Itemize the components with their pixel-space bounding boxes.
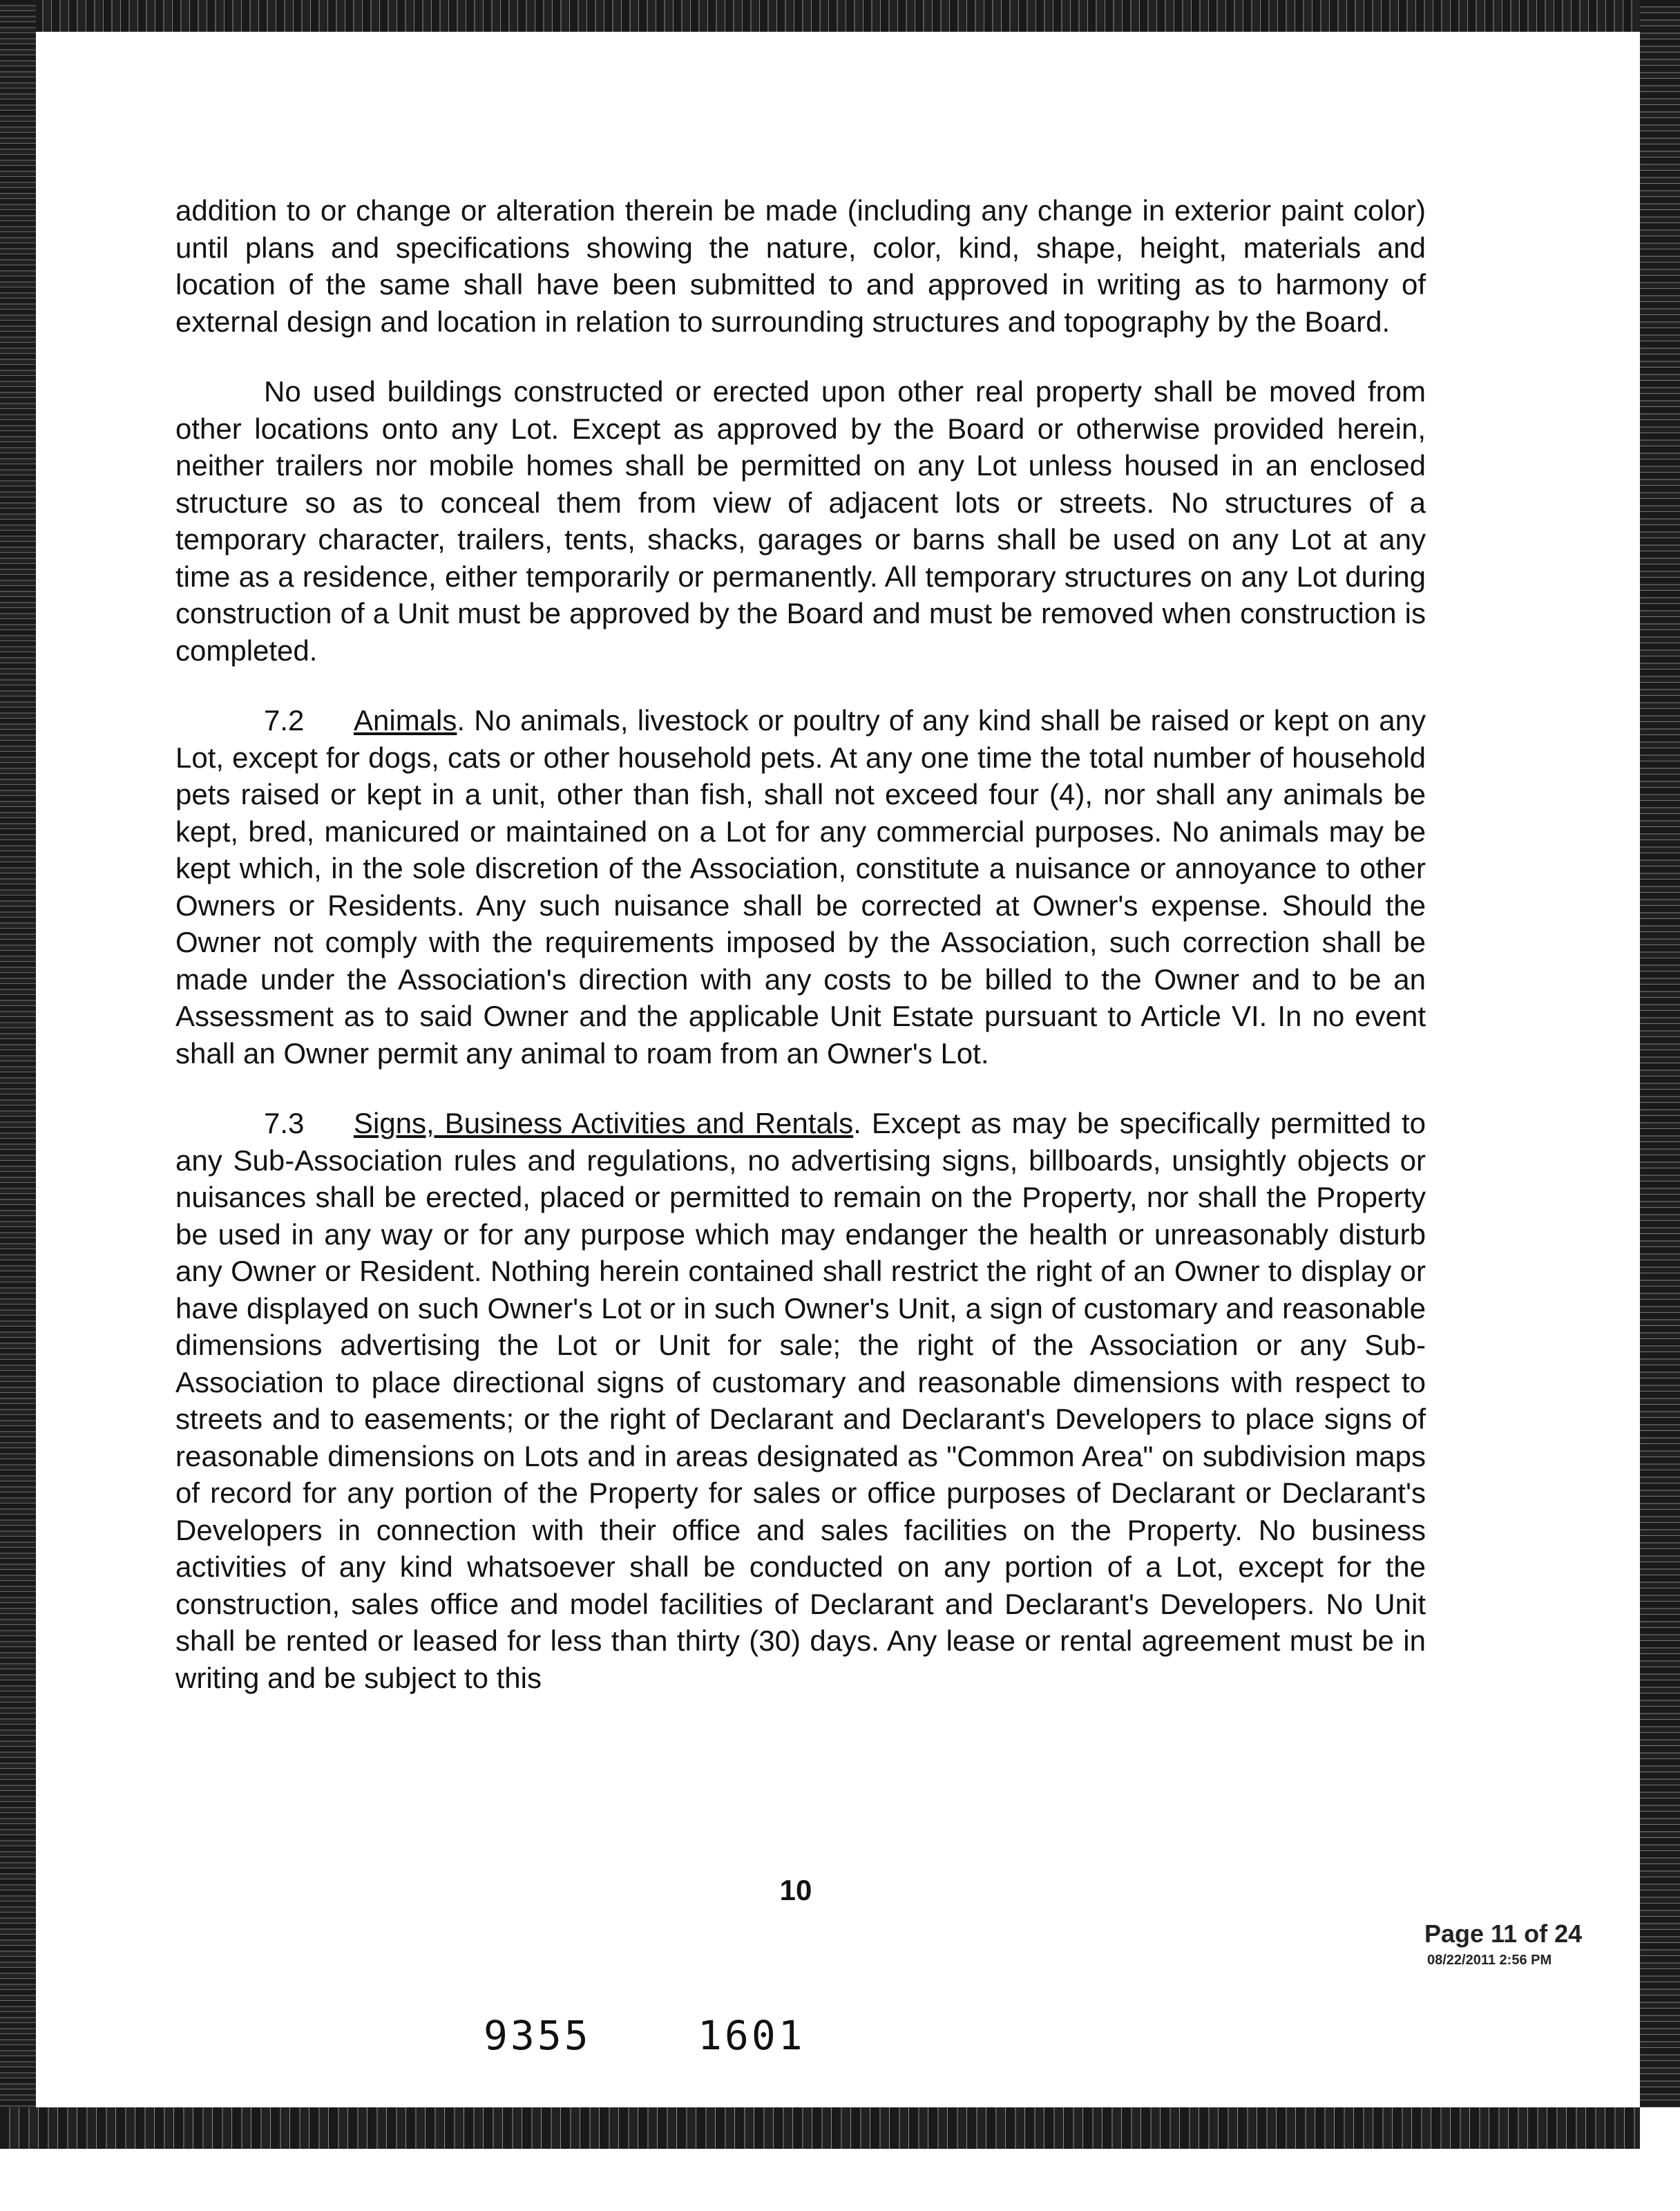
scan-border-bottom	[0, 2107, 1640, 2149]
scan-border-left	[0, 0, 36, 2211]
section-title: Signs, Business Activities and Rentals	[354, 1107, 854, 1139]
section-title: Animals	[354, 704, 457, 737]
paragraph-used-buildings: No used buildings constructed or erected upon other real property shall be moved from other locations onto any Lot. Except as approved by the Board or otherwise provided herein, neither trailers nor mobile homes shall be permitted on any Lot unless housed in an enclosed structure so as to conceal them from view of adjacent lots or streets. No structures of a temporary character, trailers, tents, shacks, garages or barns shall be used on any Lot at any time as a residence, either temporarily or permanently. All temporary structures on any Lot during construction of a Unit must be approved by the Board and must be removed when construction is completed.	[175, 375, 1426, 667]
section-number: 7.2	[264, 704, 305, 737]
page-number: 10	[779, 1874, 812, 1906]
section-7-2	[175, 702, 1426, 1072]
scan-border-top	[0, 0, 1680, 32]
recorder-page-stamp: Page 11 of 24	[1424, 1919, 1583, 1948]
document-body	[175, 192, 1426, 1729]
book-number: 9355	[484, 2012, 591, 2059]
section-text: . No animals, livestock or poultry of any kind shall be raised or kept on any Lot, except for dogs, cats or other household pets. At any one time the total number of household pets raised or kept in a unit, other than fish, shall not exceed four (4), nor shall any animals be kept, bred, manicured or maintained on a Lot for any commercial purposes. No animals may be kept which, in the sole discretion of the Association, constitute a nuisance or annoyance to other Owners or Residents. Any such nuisance shall be corrected at Owner's expense. Should the Owner not comply with the requirements imposed by the Association, such correction shall be made under the Association's direction with any costs to be billed to the Owner and to be an Assessment as to said Owner and the applicable Unit Estate pursuant to Article VI. In no event shall an Owner permit any animal to roam from an Owner's Lot.	[175, 704, 1426, 1070]
section-text: . Except as may be specifically permitted to any Sub-Association rules and regulations, no advertising signs, billboards, unsightly objects or nuisances shall be erected, placed or permitted to remain on the Property, nor shall the Property be used in any way or for any purpose which may endanger the health or unreasonably disturb any Owner or Resident. Nothing herein contained shall restrict the right of an Owner to display or have displayed on such Owner's Lot or in such Owner's Unit, a sign of customary and reasonable dimensions advertising the Lot or Unit for sale; the right of the Association or any Sub-Association to place directional signs of customary and reasonable dimensions with respect to streets and to easements; or the right of Declarant and Declarant's Developers to place signs of reasonable dimensions on Lots and in areas designated as "Common Area" on subdivision maps of record for any portion of the Property for sales or office purposes of Declarant or Declarant's Developers in connection with their office and sales facilities on the Property. No business activities of any kind whatsoever shall be conducted on any portion of a Lot, except for the construction, sales office and model facilities of Declarant and Declarant's Developers. No Unit shall be rented or leased for less than thirty (30) days. Any lease or rental agreement must be in writing and be subject to this	[175, 1107, 1426, 1694]
scan-border-right	[1640, 0, 1680, 2211]
page-reference-number: 1601	[698, 2012, 805, 2059]
recorder-datetime-stamp: 08/22/2011 2:56 PM	[1427, 1953, 1552, 1968]
paragraph-continuation: addition to or change or alteration therein be made (including any change in exterior paint color) until plans and specifications showing the nature, color, kind, shape, height, materials and location of the same shall have been submitted to and approved in writing as to harmony of external design and location in relation to surrounding structures and topography by the Board.	[175, 194, 1426, 338]
section-number: 7.3	[264, 1107, 305, 1139]
section-7-3	[175, 1105, 1426, 1696]
